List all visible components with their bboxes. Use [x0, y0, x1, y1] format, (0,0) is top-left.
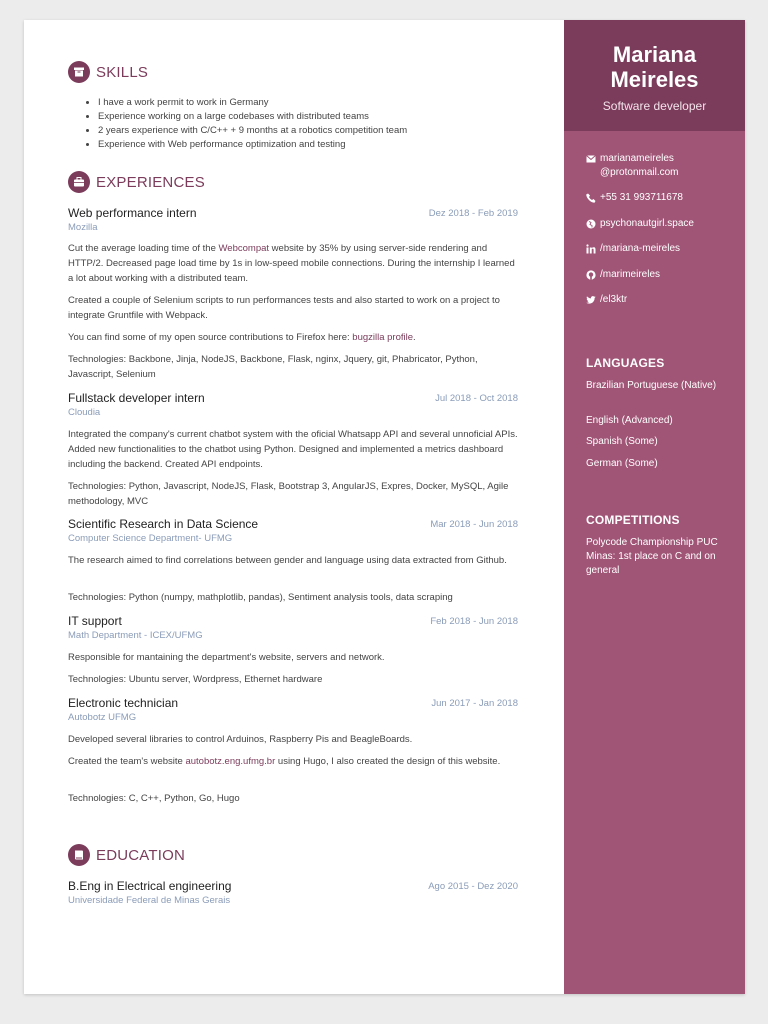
- job-description: Integrated the company's current chatbot system with the oficial Whatsapp API and several unnoficial APIs. Added new functionalities to the chatbot using Python. Designed and implemented a metrics dashboard including the backend. Created API endpoints.: [68, 429, 518, 470]
- skills-list: [82, 96, 407, 152]
- degree-institution: Universidade Federal de Minas Gerais: [68, 895, 231, 906]
- github-icon: [586, 270, 596, 280]
- phone-icon: [586, 193, 596, 203]
- job-description: Responsible for mantaining the department's website, servers and network.: [68, 652, 385, 663]
- skill-item: • Experience with Web performance optimization and testing: [98, 138, 407, 152]
- job-technologies: Technologies: Ubuntu server, Wordpress, Ethernet hardware: [68, 674, 323, 685]
- competition-item: Polycode Championship PUC Minas: 1st place on C and on general: [586, 537, 718, 576]
- job-entry: [68, 614, 518, 641]
- languages-title: LANGUAGES: [586, 356, 665, 370]
- competitions-title: COMPETITIONS: [586, 513, 680, 527]
- book-icon: [68, 844, 90, 866]
- education-heading: [68, 844, 185, 866]
- globe-icon: [586, 219, 596, 229]
- bugzilla-profile-link[interactable]: bugzilla profile: [352, 332, 414, 343]
- contact-github[interactable]: /marimeireles: [586, 268, 660, 282]
- job-title: Scientific Research in Data Science: [68, 517, 259, 531]
- language-item: German (Some): [586, 458, 658, 469]
- job-description: You can find some of my open source contributions to Firefox here: bugzilla profile.: [68, 332, 416, 343]
- webcompat-link[interactable]: Webcompat: [218, 243, 270, 254]
- briefcase-icon: [68, 171, 90, 193]
- job-date: Jun 2017 - Jan 2018: [431, 698, 518, 709]
- job-entry: [68, 391, 518, 418]
- job-org: Cloudia: [68, 407, 101, 418]
- main-column: [68, 20, 520, 994]
- job-description: The research aimed to find correlations between gender and language using data extracted from Github.: [68, 555, 507, 566]
- education-entry: [68, 879, 518, 906]
- skill-item: • Experience working on a large codebases with distributed teams: [98, 110, 407, 124]
- job-title: IT support: [68, 614, 122, 628]
- job-org: Mozilla: [68, 222, 98, 233]
- job-date: Feb 2018 - Jun 2018: [430, 616, 518, 627]
- skills-heading: [68, 61, 148, 83]
- sidebar: [564, 20, 745, 994]
- degree-date: Ago 2015 - Dez 2020: [428, 881, 518, 892]
- job-org: Autobotz UFMG: [68, 712, 137, 723]
- job-title: Electronic technician: [68, 696, 179, 710]
- contact-linkedin[interactable]: /mariana-meireles: [586, 242, 680, 256]
- job-date: Mar 2018 - Jun 2018: [430, 519, 518, 530]
- person-role: Software developer: [602, 99, 707, 113]
- job-entry: [68, 206, 518, 233]
- job-description: Created the team's website autobotz.eng.ufmg.br using Hugo, I also created the design of this website.: [68, 756, 501, 767]
- job-technologies: Technologies: C, C++, Python, Go, Hugo: [68, 793, 240, 804]
- skill-item: • 2 years experience with C/C++ + 9 months at a robotics competition team: [98, 124, 407, 138]
- autobotz-link[interactable]: autobotz.eng.ufmg.br: [185, 756, 276, 767]
- job-title: Web performance intern: [68, 206, 197, 220]
- job-technologies: Technologies: Python, Javascript, NodeJS, Flask, Bootstrap 3, AngularJS, Expres, Docker, MySQL, Agile methodology, MVC: [68, 481, 509, 507]
- resume-page: [24, 20, 745, 994]
- education-title: EDUCATION: [96, 846, 186, 864]
- sidebar-header: [564, 20, 745, 131]
- job-description: Developed several libraries to control Arduinos, Raspberry Pis and BeagleBoards.: [68, 734, 413, 745]
- degree-title: B.Eng in Electrical engineering: [68, 879, 232, 893]
- skill-item: • I have a work permit to work in Germany: [98, 96, 407, 110]
- job-org: Computer Science Department- UFMG: [68, 533, 233, 544]
- linkedin-icon: [586, 244, 596, 254]
- job-description: Cut the average loading time of the Webcompat website by 35% by using server-side rendering and HTTP/2. Decreased page load time by 1s in low-speed mobile connections. During the internship I learned a lot about working with a distributed team.: [68, 243, 515, 284]
- archive-icon: [68, 61, 90, 83]
- experiences-heading: [68, 171, 205, 193]
- contact-website[interactable]: psychonautgirl.space: [586, 217, 694, 231]
- skills-title: SKILLS: [96, 63, 149, 81]
- envelope-icon: [586, 154, 596, 164]
- contact-email[interactable]: marianameireles @protonmail.com: [586, 152, 706, 180]
- job-entry: [68, 696, 518, 723]
- job-description: Created a couple of Selenium scripts to run performances tests and also started to work on a project to integrate Gruntfile with Webpack.: [68, 295, 500, 321]
- job-technologies: Technologies: Backbone, Jinja, NodeJS, Backbone, Flask, nginx, Jquery, git, Phabricator, Python, Javascript, Selenium: [68, 354, 478, 380]
- language-item: English (Advanced): [586, 415, 673, 426]
- job-date: Dez 2018 - Feb 2019: [428, 208, 518, 219]
- job-entry: [68, 517, 518, 544]
- job-org: Math Department - ICEX/UFMG: [68, 630, 203, 641]
- language-item: Spanish (Some): [586, 436, 658, 447]
- contact-phone[interactable]: +55 31 993711678: [586, 191, 683, 205]
- job-title: Fullstack developer intern: [68, 391, 205, 405]
- twitter-icon: [586, 295, 596, 305]
- language-item: Brazilian Portuguese (Native): [586, 380, 717, 391]
- job-technologies: Technologies: Python (numpy, mathplotlib, pandas), Sentiment analysis tools, data scraping: [68, 592, 453, 603]
- person-name: Mariana Meireles: [610, 42, 699, 92]
- contact-twitter[interactable]: /el3ktr: [586, 293, 627, 307]
- experiences-title: EXPERIENCES: [96, 173, 205, 191]
- job-date: Jul 2018 - Oct 2018: [435, 393, 518, 404]
